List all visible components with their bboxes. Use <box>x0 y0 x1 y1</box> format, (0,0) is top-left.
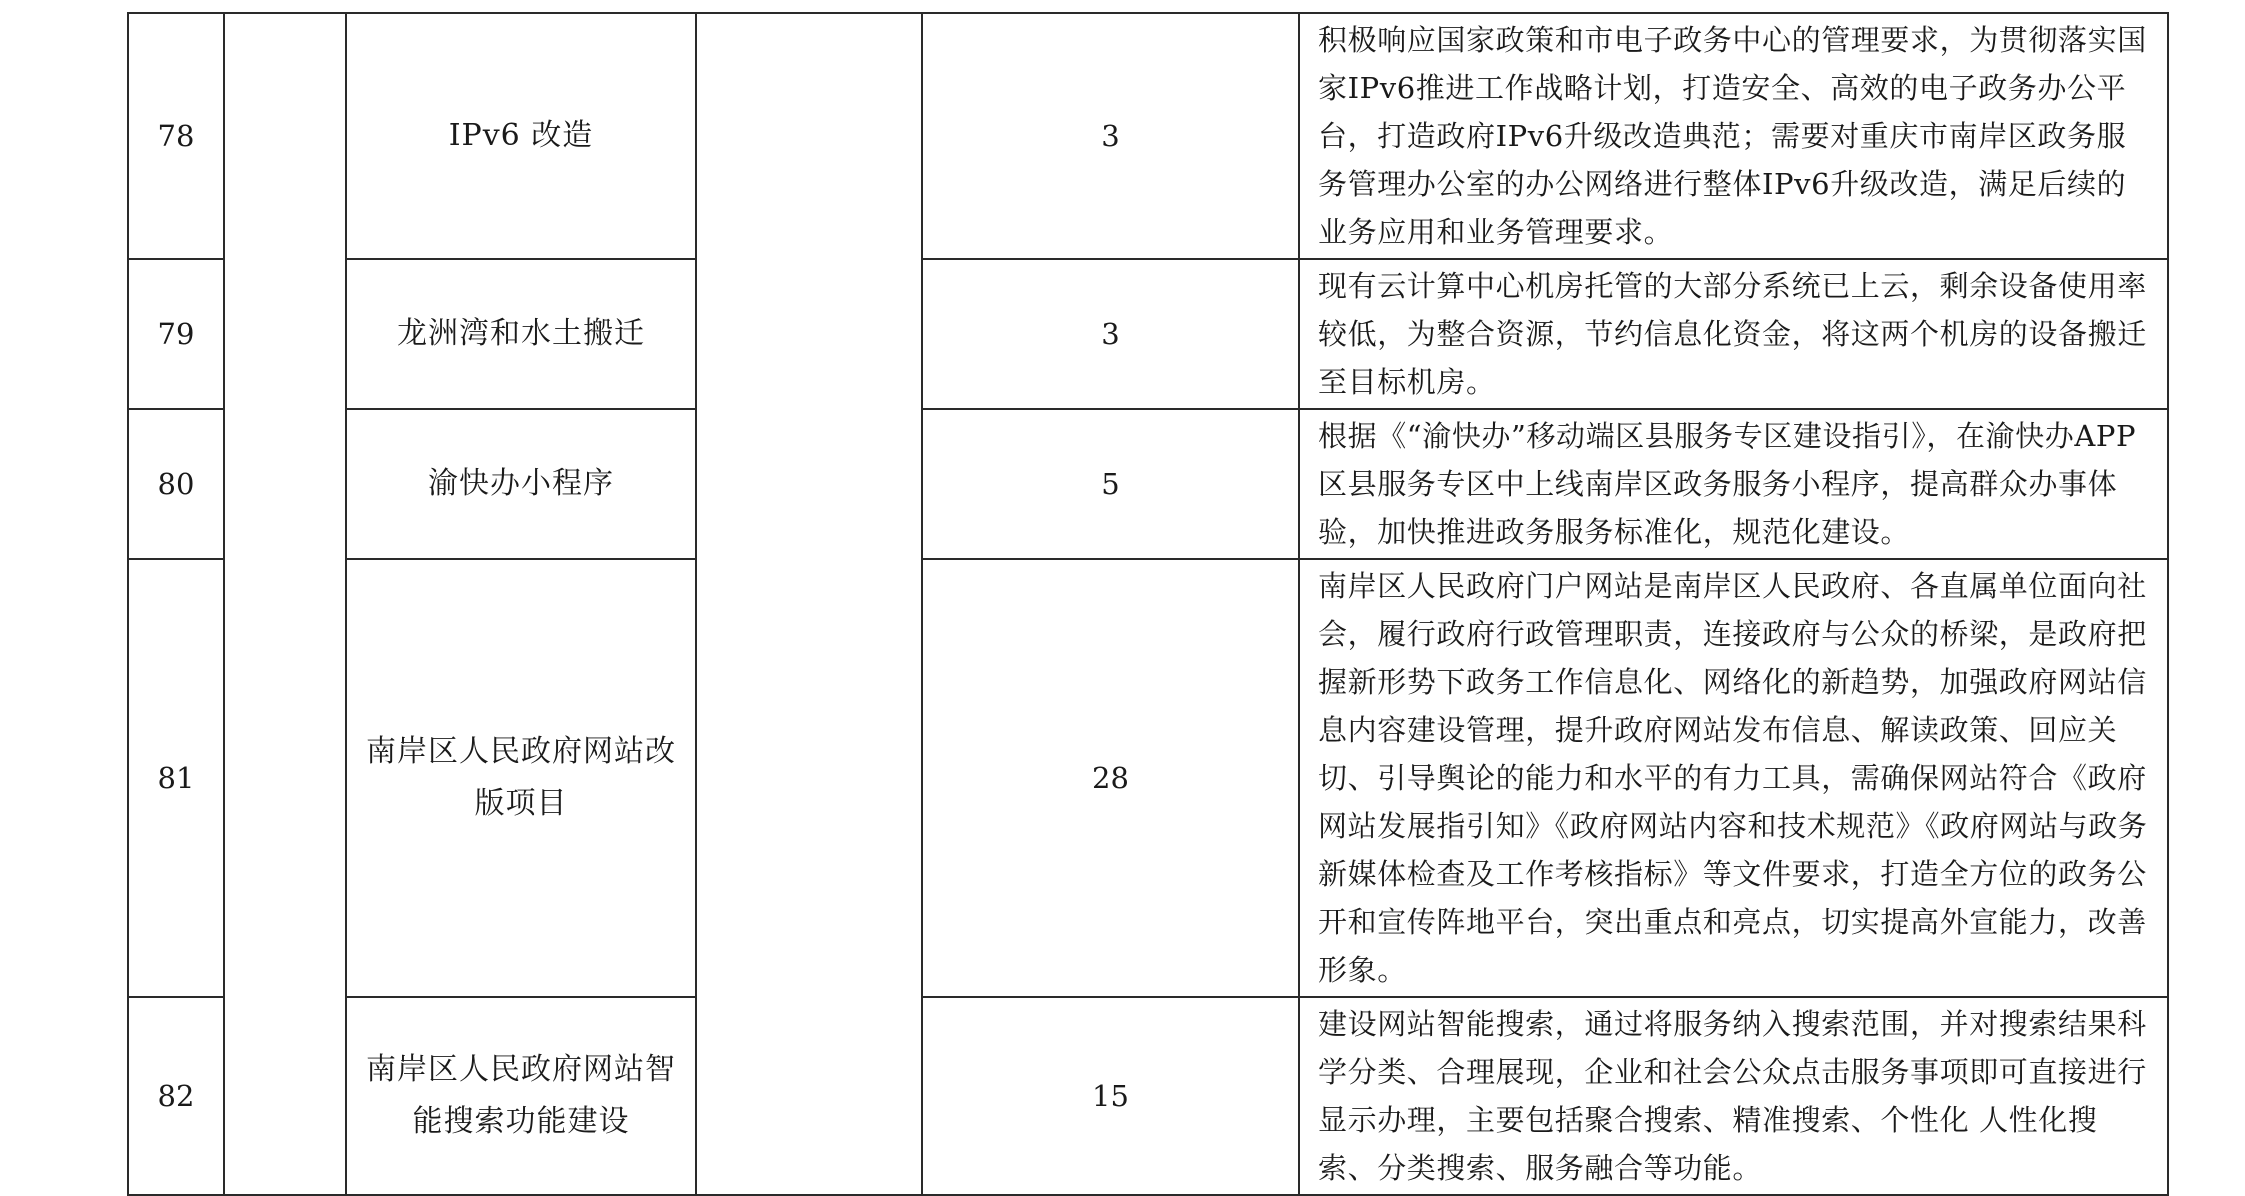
row-number: 78 <box>128 13 224 259</box>
project-name: IPv6 改造 <box>346 13 696 259</box>
table-row <box>128 409 2168 559</box>
amount-cell: 5 <box>922 409 1299 559</box>
table-row <box>128 559 2168 997</box>
project-description: 南岸区人民政府门户网站是南岸区人民政府、各直属单位面向社会，履行政府行政管理职责，连接政府与公众的桥梁，是政府把握新形势下政务工作信息化、网络化的新趋势，加强政府网站信息内容建设管理，提升政府网站发布信息、解读政策、回应关切、引导舆论的能力和水平的有力工具，需确保网站符合《政府网站发展指引知》《政府网站内容和技术规范》《政府网站与政务新媒体检查及工作考核指标》等文件要求，打造全方位的政务公开和宣传阵地平台，突出重点和亮点，切实提高外宣能力，改善形象。 <box>1299 559 2168 997</box>
project-name: 南岸区人民政府网站智能搜索功能建设 <box>346 997 696 1195</box>
project-description: 现有云计算中心机房托管的大部分系统已上云，剩余设备使用率较低，为整合资源，节约信息化资金，将这两个机房的设备搬迁至目标机房。 <box>1299 259 2168 409</box>
project-table <box>127 12 2169 1196</box>
amount-cell: 15 <box>922 997 1299 1195</box>
project-name: 龙洲湾和水土搬迁 <box>346 259 696 409</box>
table-row <box>128 13 2168 259</box>
amount-cell: 3 <box>922 13 1299 259</box>
amount-cell: 3 <box>922 259 1299 409</box>
table-row <box>128 259 2168 409</box>
amount-cell: 28 <box>922 559 1299 997</box>
project-name: 南岸区人民政府网站改版项目 <box>346 559 696 997</box>
row-number: 80 <box>128 409 224 559</box>
row-number: 82 <box>128 997 224 1195</box>
project-description: 根据《“渝快办”移动端区县服务专区建设指引》，在渝快办APP区县服务专区中上线南岸区政务服务小程序，提高群众办事体验，加快推进政务服务标准化，规范化建设。 <box>1299 409 2168 559</box>
project-name: 渝快办小程序 <box>346 409 696 559</box>
department-cell <box>696 13 922 1195</box>
table-row <box>128 997 2168 1195</box>
project-description: 积极响应国家政策和市电子政务中心的管理要求，为贯彻落实国家IPv6推进工作战略计划，打造安全、高效的电子政务办公平台，打造政府IPv6升级改造典范；需要对重庆市南岸区政务服务管理办公室的办公网络进行整体IPv6升级改造，满足后续的业务应用和业务管理要求。 <box>1299 13 2168 259</box>
row-number: 79 <box>128 259 224 409</box>
row-number: 81 <box>128 559 224 997</box>
category-cell <box>224 13 346 1195</box>
project-description: 建设网站智能搜索，通过将服务纳入搜索范围，并对搜索结果科学分类、合理展现，企业和社会公众点击服务事项即可直接进行显示办理，主要包括聚合搜索、精准搜索、个性化 人性化搜索、分类搜索、服务融合等功能。 <box>1299 997 2168 1195</box>
